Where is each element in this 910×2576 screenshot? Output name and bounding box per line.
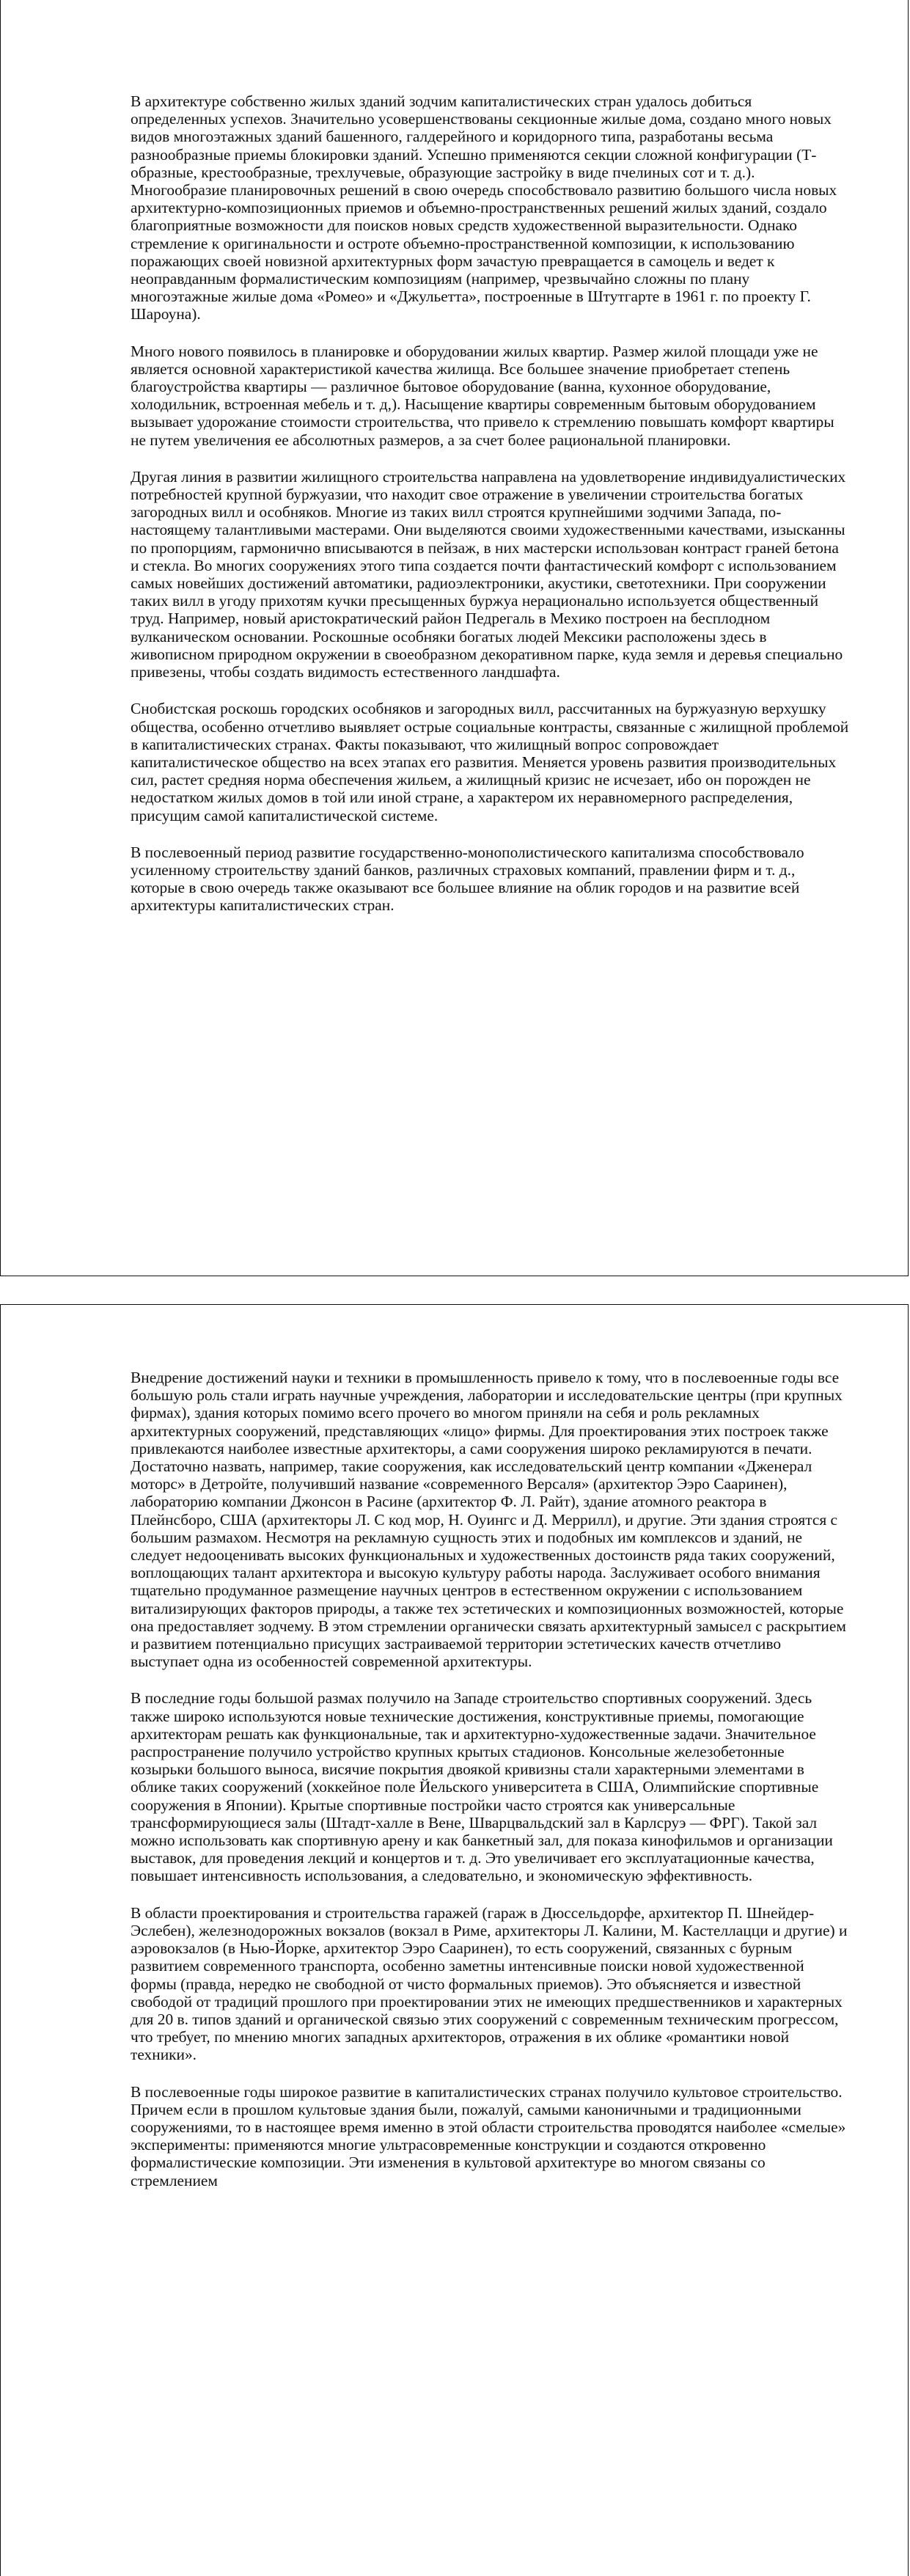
page-2-text — [131, 1369, 849, 2209]
page-1 — [0, 0, 909, 1276]
paragraph: Много нового появилось в планировке и оборудовании жилых квартир. Размер жилой площади уже не является основной характеристикой качества жилища. Все большее значение приобретает степень благоустройства квартиры — различное бытовое оборудование (ванна, кухонное оборудование, холодильник, встроенная мебель и т. д,). Насыщение квартиры современным бытовым оборудованием вызывает удорожание стоимости строительства, что привело к стремлению повышать комфорт квартиры не путем увеличения ее абсолютных размеров, а за счет более рациональной планировки. — [131, 342, 834, 449]
paragraph: В послевоенный период развитие государственно-монополистического капитализма способствовало усиленному строительству зданий банков, различных страховых компаний, правлении фирм и т. д., которые в свою очередь также оказывают все большее влияние на облик городов и на развитие всей архитектуры капиталистических стран. — [131, 843, 804, 915]
page-1-text — [131, 92, 849, 934]
paragraph: В последние годы большой размах получило на Западе строительство спортивных сооружений. Здесь также широко используются новые технические достижения, конструктивные приемы, помогающие архитекторам решать как функциональные, так и архитектурно-художественные задачи. Значительное распространение получило устройство крупных крытых стадионов. Консольные железобетонные козырьки большого выноса, висячие покрытия двоякой кривизны стали характерными элементами в облике таких сооружений (хоккейное поле Йельского университета в США, Олимпийские спортивные сооружения в Японии). Крытые спортивные постройки часто строятся как универсальные трансформирующиеся залы (Штадт-халле в Вене, Шварцвальдский зал в Карлсруэ — ФРГ). Такой зал можно использовать как спортивную арену и как банкетный зал, для показа кинофильмов и организации выставок, для проведения лекций и концертов и т. д. Это увеличивает его эксплуатационные качества, повышает интенсивность использования, а следовательно, и экономическую эффективность. — [131, 1689, 833, 1885]
paragraph: Внедрение достижений науки и техники в промышленность привело к тому, что в послевоенные годы все большую роль стали играть научные учреждения, лаборатории и исследовательские центры (при крупных фирмах), здания которых помимо всего прочего во многом приняли на себя и роль рекламных архитектурных сооружений, представляющих «лицо» фирмы. Для проектирования этих построек также привлекаются наиболее известные архитекторы, а сами сооружения широко рекламируются в печати. Достаточно назвать, например, такие сооружения, как исследовательский центр компании «Дженерал моторс» в Детройте, получивший название «современного Версаля» (архитектор Ээро Сааринен), лабораторию компании Джонсон в Расине (архитектор Ф. Л. Райт), здание атомного реактора в Плейнсборо, США (архитекторы Л. С код мор, Н. Оуингс и Д. Меррилл), и другие. Эти здания строятся с большим размахом. Несмотря на рекламную сущность этих и подобных им комплексов и зданий, не следует недооценивать высоких функциональных и художественных достоинств ряда таких сооружений, воплощающих талант архитектора и высокую культуру работы народа. Заслуживает особого внимания тщательно продуманное размещение научных центров в естественном окружении с использованием витализирующих факторов природы, а также тех эстетических и композиционных возможностей, которые она предоставляет зодчему. В этом стремлении органически связать архитектурный замысел с раскрытием и развитием потенциально присущих застраиваемой территории эстетических качеств отчетливо выступает одна из особенностей современной архитектуры. — [131, 1369, 846, 1671]
paragraph: В послевоенные годы широкое развитие в капиталистических странах получило культовое строительство. Причем если в прошлом культовые здания были, пожалуй, самыми каноничными и традиционными сооружениями, то в настоящее время именно в этой области строительства проводятся наиболее «смелые» эксперименты: применяются многие ультрасовременные конструкции и создаются откровенно формалистические композиции. Эти изменения в культовой архитектуре во многом связаны со стремлением — [131, 2082, 846, 2189]
paragraph: Снобистская роскошь городских особняков и загородных вилл, рассчитанных на буржуазную верхушку общества, особенно отчетливо выявляет острые социальные контрасты, связанные с жилищной проблемой в капиталистических странах. Факты показывают, что жилищный вопрос сопровождает капиталистическое общество на всех этапах его развития. Меняется уровень развития производительных сил, растет средняя норма обеспечения жильем, а жилищный кризис не исчезает, ибо он порожден не недостатком жилых домов в той или иной стране, а характером их неравномерного распределения, присущим самой капиталистической системе. — [131, 700, 849, 824]
paragraph: В архитектуре собственно жилых зданий зодчим капиталистических стран удалось добиться определенных успехов. Значительно усовершенствованы секционные жилые дома, создано много новых видов многоэтажных зданий башенного, галдерейного и коридорного типа, разработаны весьма разнообразные приемы блокировки зданий. Успешно применяются секции сложной конфигурации (Т-образные, крестообразные, трехлучевые, образующие застройку в виде пчелиных сот и т. д.). Многообразие планировочных решений в свою очередь способствовало развитию большого числа новых архитектурно-композиционных приемов и объемно-пространственных решений жилых зданий, создало благоприятные возможности для поисков новых средств художественной выразительности. Однако стремление к оригинальности и остроте объемно-пространственной композиции, к использованию поражающих своей новизной архитектурных форм зачастую превращается в самоцель и ведет к неоправданным формалистическим композициям (например, чрезвычайно сложны по плану многоэтажные жилые дома «Ромео» и «Джульетта», построенные в Штутгарте в 1961 г. по проекту Г. Шароуна). — [131, 92, 837, 323]
paragraph: Другая линия в развитии жилищного строительства направлена на удовлетворение индивидуалистических потребностей крупной буржуазии, что находит свое отражение в увеличении строительства богатых загородных вилл и особняков. Многие из таких вилл строятся крупнейшими зодчими Запада, по-настоящему талантливыми мастерами. Они выделяются своими художественными качествами, изысканны по пропорциям, гармонично вписываются в пейзаж, в них мастерски использован контраст граней бетона и стекла. Во многих сооружениях этого типа создается почти фантастический комфорт с использованием самых новейших достижений автоматики, радиоэлектроники, акустики, светотехники. При сооружении таких вилл в угоду прихотям кучки пресыщенных буржуа нерационально используется общественный труд. Например, новый аристократический район Педрегаль в Мехико построен на бесплодном вулканическом основании. Роскошные особняки богатых людей Мексики расположены здесь в живописном природном окружении в своеобразном декоративном парке, куда земля и деревья специально привезены, чтобы создать видимость естественного ландшафта. — [131, 467, 846, 681]
page-2 — [0, 1304, 909, 2576]
paragraph: В области проектирования и строительства гаражей (гараж в Дюссельдорфе, архитектор П. Шнейдер-Эслебен), железнодорожных вокзалов (вокзал в Риме, архитекторы Л. Калини, М. Кастеллацци и другие) и аэровокзалов (в Нью-Йорке, архитектор Ээро Сааринен), то есть сооружений, связанных с бурным развитием современного транспорта, особенно заметны интенсивные поиски новой художественной формы (правда, нередко не свободной от чисто формальных приемов). Это объясняется и известной свободой от традиций прошлого при проектировании этих не имеющих предшественников и характерных для 20 в. типов зданий и органической связью этих сооружений с современным техническим прогрессом, что требует, по мнению многих западных архитекторов, отражения в их облике «романтики новой техники». — [131, 1903, 848, 2064]
